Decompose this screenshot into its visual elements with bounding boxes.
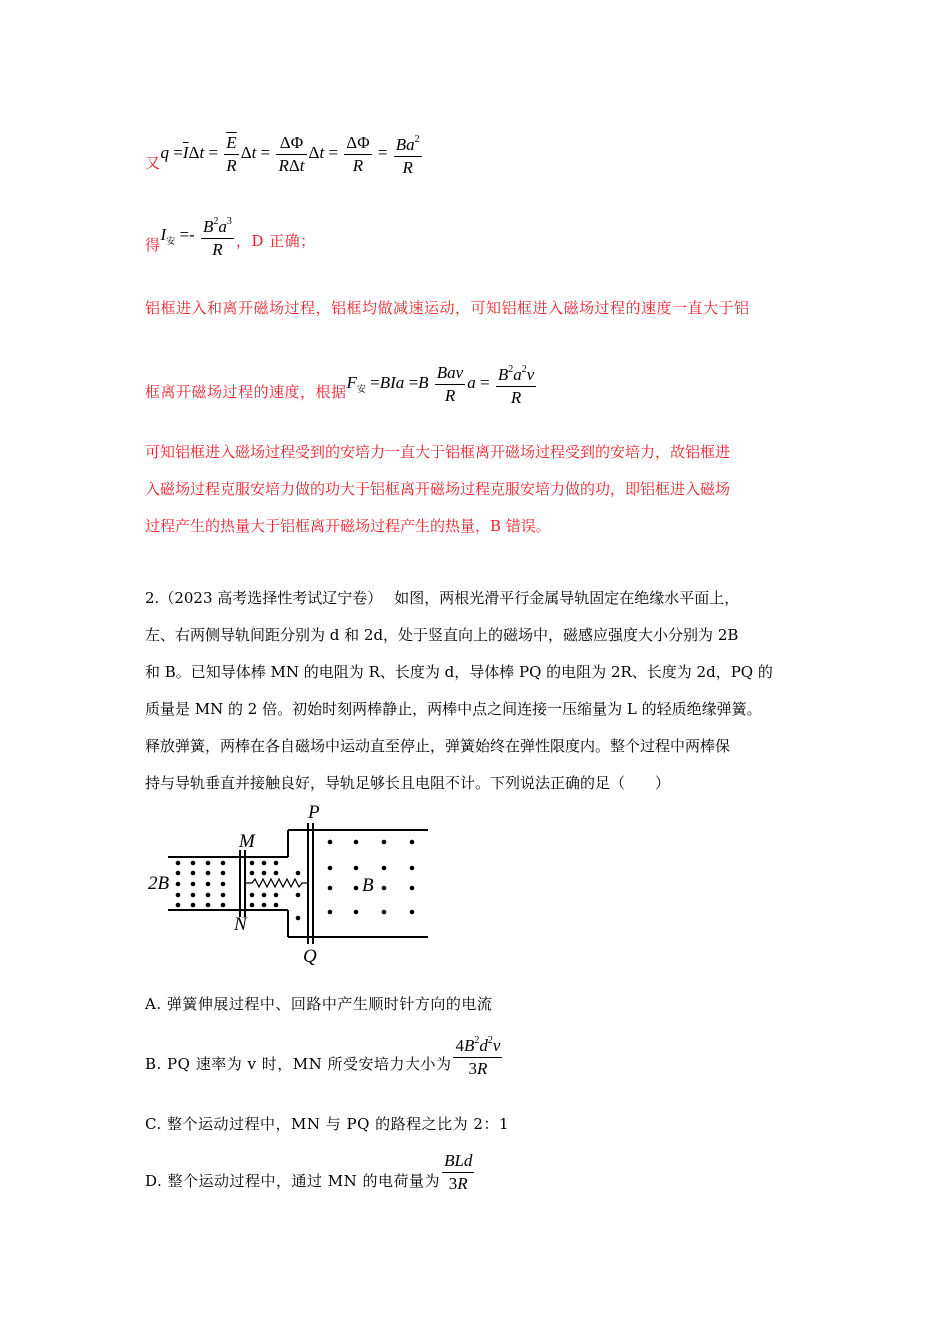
spring [245, 879, 308, 887]
conclusion-line: 过程产生的热量大于铝框离开磁场过程产生的热量，B 错误。 [145, 517, 551, 535]
question-text: 如图，两根光滑平行金属导轨固定在绝缘水平面上， [394, 589, 740, 607]
prefix-de: 得 [145, 235, 161, 254]
question-number: 2. [145, 589, 160, 607]
solution-text-line3: 铝框进入和离开磁场过程，铝框均做减速运动，可知铝框进入磁场过程的速度一直大于铝 [145, 299, 750, 317]
question-line: 左、右两侧导轨间距分别为 d 和 2d，处于竖直向上的磁场中，磁感应强度大小分别为 2B [145, 626, 739, 644]
formula-force: $F_安 =BIa =B$ $\frac{\text{Bav}}{R}$ a = $\frac{B^2a^2v}{R}$ [347, 359, 539, 409]
formula-charge-line [145, 128, 424, 180]
left-field-dots [176, 861, 301, 921]
option-c: C. 整个运动过程中，MN 与 PQ 的路程之比为 2：1 [145, 1115, 510, 1133]
conclusion-line: 入磁场过程克服安培力做的功大于铝框离开磁场过程克服安培力做的功，即铝框进入磁场 [145, 480, 731, 498]
label-2b: 2B [148, 873, 170, 894]
question-line: 和 B。已知导体棒 MN 的电阻为 R、长度为 d，导体棒 PQ 的电阻为 2R、长度为 2d，PQ 的 [145, 663, 773, 681]
prefix-you: 又 [145, 153, 161, 172]
formula-force-line [145, 358, 538, 410]
question-line: 质量是 MN 的 2 倍。初始时刻两棒静止，两棒中点之间连接一压缩量为 L 的轻质绝缘弹簧。 [145, 700, 762, 718]
formula-charge: $q =\overline{I}\Delta t$ = $\frac{\overline{E}}{R}$ Δt = $\frac{\Delta\Phi}{\text{RΔt}}$ Δt = $\frac{\Delta\Phi}{R}$ = $\frac{Ba^2}{R}$ [161, 129, 424, 179]
option-a: A. 弹簧伸展过程中、回路中产生顺时针方向的电流 [145, 995, 493, 1013]
label-q: Q [303, 946, 317, 967]
label-p: P [308, 802, 320, 823]
d-correct: ，D 正确； [235, 231, 316, 250]
rail-diagram [140, 800, 440, 975]
question-line: 释放弹簧，两棒在各自磁场中运动直至停止，弹簧始终在弹性限度内。整个过程中两棒保 [145, 737, 731, 755]
option-d-formula: $\frac{\text{BLd}}{3R}$ [444, 1150, 473, 1193]
prefix-genju: 框离开磁场过程的速度，根据 [145, 382, 347, 401]
formula-impulse: $I_安$ =- $\frac{B^2a^3}{R}$ [161, 211, 236, 261]
rail-figure [140, 800, 440, 975]
formula-impulse-line [145, 210, 316, 262]
question-source: （2023 高考选择性考试辽宁卷） [159, 589, 383, 607]
option-d-text: D. 整个运动过程中，通过 MN 的电荷量为 [145, 1171, 441, 1190]
option-b [145, 1027, 504, 1083]
label-m: M [239, 831, 255, 852]
option-b-formula: $\frac{4B^2d^2v}{3R}$ [451, 1030, 504, 1080]
option-d [145, 1144, 476, 1200]
label-b: B [362, 875, 374, 896]
question-2 [145, 580, 815, 802]
label-n: N [234, 914, 247, 935]
question-first-line [145, 580, 815, 617]
option-b-text: B. PQ 速率为 v 时，MN 所受安培力大小为 [145, 1054, 452, 1073]
conclusion-line: 可知铝框进入磁场过程受到的安培力一直大于铝框离开磁场过程受到的安培力，故铝框进 [145, 443, 731, 461]
question-line: 持与导轨垂直并接触良好，导轨足够长且电阻不计。下列说法正确的足（ ） [145, 774, 671, 792]
solution-conclusion [145, 434, 815, 545]
